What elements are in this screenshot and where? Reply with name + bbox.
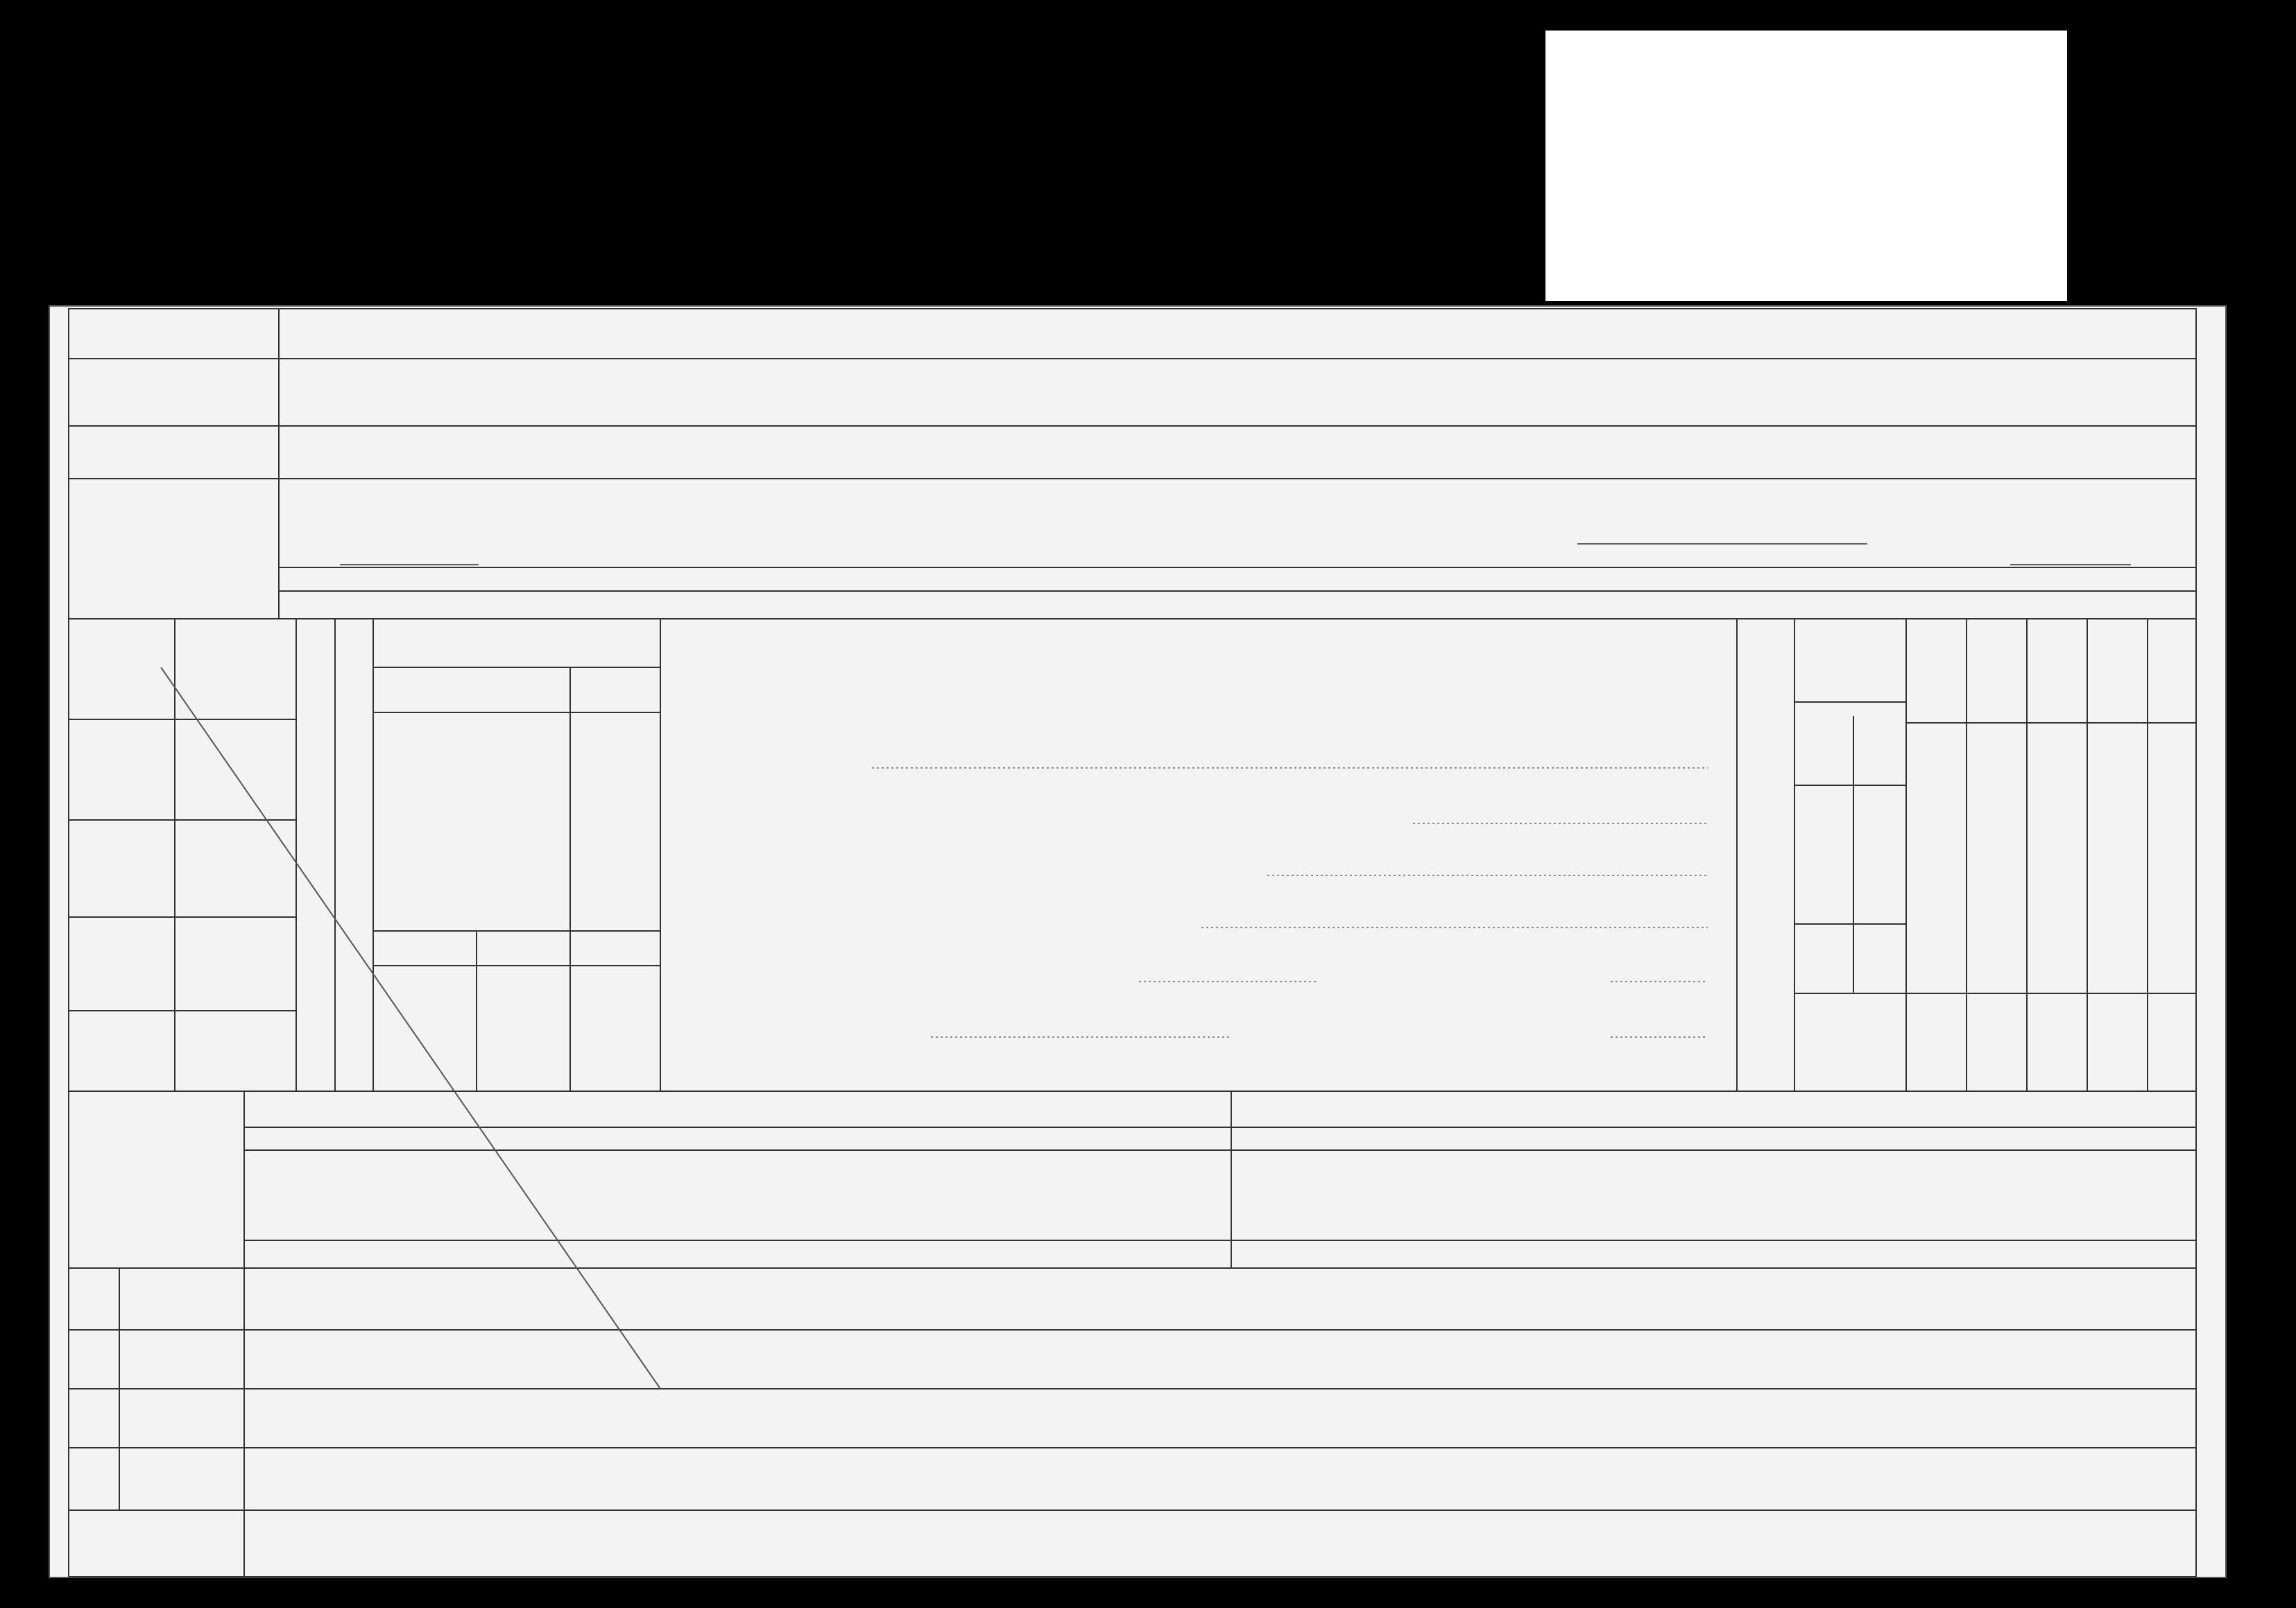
pencil-writing-label [1545, 31, 2067, 301]
form-text-layer [50, 307, 2228, 1580]
census-form-sheet [49, 305, 2227, 1578]
